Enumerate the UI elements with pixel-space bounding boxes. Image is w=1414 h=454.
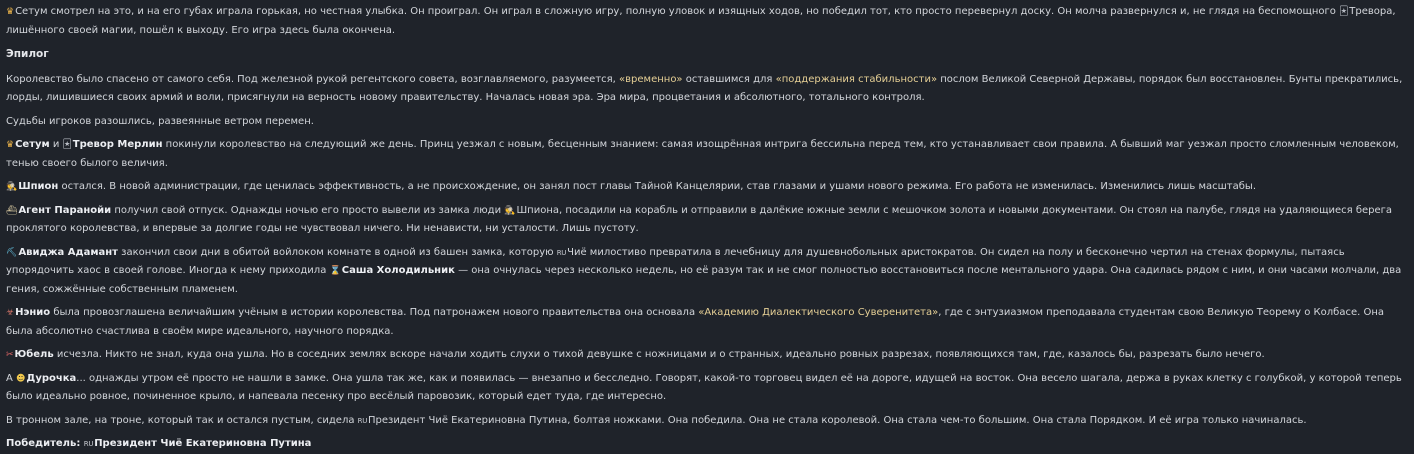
paragraph-yubel: ✂Юбель исчезла. Никто не знал, куда она ушла. Но в соседних землях вскоре начали ходить слухи о тихой девушке с ножницами и о странных, идеально ровных разрезах, появляющихся там, где, казалось бы, разрезать было нечего. [6, 346, 1408, 365]
paragraph-avija: ⛏Авиджа Адамант закончил свои дни в обитой войлоком комнате в одной из башен замка, которую RUЧиё милостиво превратила в лечебницу для душевнобольных аристократов. Он сидел на полу и бесконечно чертил на стенах формулы, пытаясь упорядочить хаос в своей голове. Иногда к нему приходила ⌛Саша Холодильник — она очнулась через несколько недель, но её разум так и не смог полностью восстановиться после ментального удара. Она садилась рядом с ним, и они часами молчали, два гения, сожжённые собственным пламенем. [6, 244, 1408, 300]
paragraph-durochka: А ☻Дурочка... однажды утром её просто не нашли в замке. Она ушла так же, как и появилась — внезапно и бесследно. Говорят, какой-то торговец видел её на дороге, идущей на восток. Она весело шагала, держа в руках клетку с голубкой, у которой теперь было идеально ровное, починенное крыло, и напевала песенку про весёлый паровозик, который едет туда, где интересно. [6, 370, 1408, 407]
silly-face-icon: ☻ [16, 373, 26, 384]
ru-flag-icon: RU [83, 440, 94, 448]
paragraph-spy: 🕵Шпион остался. В новой администрации, где ценилась эффективность, а не происхождение, он занял пост главы Тайной Канцелярии, став глазами и ушами нового режима. Его работа не изменилась. Изменились лишь масштабы. [6, 178, 1408, 197]
crown-icon: ♛ [6, 7, 15, 17]
epilogue-heading: Эпилог [6, 48, 49, 60]
paragraph-throne: В тронном зале, на троне, который так и остался пустым, сидела RUПрезидент Чиё Екатериновна Путина, болтая ножками. Она победила. Она не стала королевой. Она стала чем-то большим. Она стала Порядком. И её игра только начиналась. [6, 412, 1408, 431]
paragraph-paranoia-agent: ⛴Агент Паранойи получил свой отпуск. Однажды ночью его просто вывели из замка люди 🕵Шпиона, посадили на корабль и отправили в далёкие южные земли с мешочком золота и новыми документами. Он стоял на палубе, глядя на удаляющиеся берега проклятого королевства, и впервые за долгие годы не чувствовал ничего. Ни ненависти, ни усталости. Лишь пустоту. [6, 202, 1408, 239]
ru-flag-icon: RU [556, 248, 567, 257]
paragraph-nenio: ☣Нэнио была провозглашена величайшим учёным в истории королевства. Под патронажем нового правительства она основала «Академию Диалектического Суверенитета», где с энтузиазмом преподавала студентам свою Великую Теорему о Колбасе. Она была абсолютно счастлива в своём мире идеального, научного порядка. [6, 304, 1408, 341]
paragraph-setum-trevor: ♛Сетум и 🃏Тревор Мерлин покинули королевство на следующий же день. Принц уезжал с новым, бесценным знанием: самая изощрённая интрига бессильна перед тем, кто устанавливает свои правила. А бывший маг уезжал просто сломленным человеком, тенью своего былого величия. [6, 136, 1408, 173]
quote-stability: «поддержания стабильности» [775, 73, 938, 85]
quote-temporarily: «временно» [619, 73, 683, 85]
bio-icon: ☣ [6, 308, 15, 318]
card-icon: 🃏 [1339, 7, 1349, 17]
detective-icon: 🕵 [6, 182, 18, 192]
paragraph-kingdom: Королевство было спасено от самого себя. Под железной рукой регентского совета, возглавляемого, разумеется, «временно» оставшимся для «поддержания стабильности» послом Великой Северной Державы, порядок был восстановлен. Бунты прекратились, лорды, лишившиеся своих армий и воли, присягнули на верность новому правительству. Началась новая эра. Эра мира, процветания и абсолютного, тотального контроля. [6, 73, 1403, 103]
ru-flag-icon: RU [357, 416, 368, 425]
pickaxe-icon: ⛏ [6, 247, 18, 258]
paragraph-setum-leaves: ♛Сетум смотрел на это, и на его губах играла горькая, но честная улыбка. Он проиграл. Он играл в сложную игру, полную уловок и изящных ходов, но победил тот, кто просто перевернул доску. Он молча развернулся и, не глядя на беспомощного 🃏Тревора, лишённого своей магии, пошёл к выходу. Его игра здесь была окончена. [6, 3, 1408, 40]
crown-icon: ♛ [6, 140, 15, 150]
ship-icon: ⛴ [6, 205, 18, 216]
winner-name: Президент Чиё Екатериновна Путина [94, 438, 312, 449]
card-icon: 🃏 [62, 140, 72, 150]
scissors-icon: ✂ [6, 350, 14, 360]
winner-line [6, 435, 1408, 454]
winner-label: Победитель: [6, 438, 84, 449]
detective-icon: 🕵 [504, 205, 516, 216]
quote-academy: «Академию Диалектического Суверенитета» [698, 307, 939, 318]
hourglass-icon: ⌛ [329, 266, 341, 276]
paragraph-fates: Судьбы игроков разошлись, развеянные ветром перемен. [6, 115, 314, 127]
